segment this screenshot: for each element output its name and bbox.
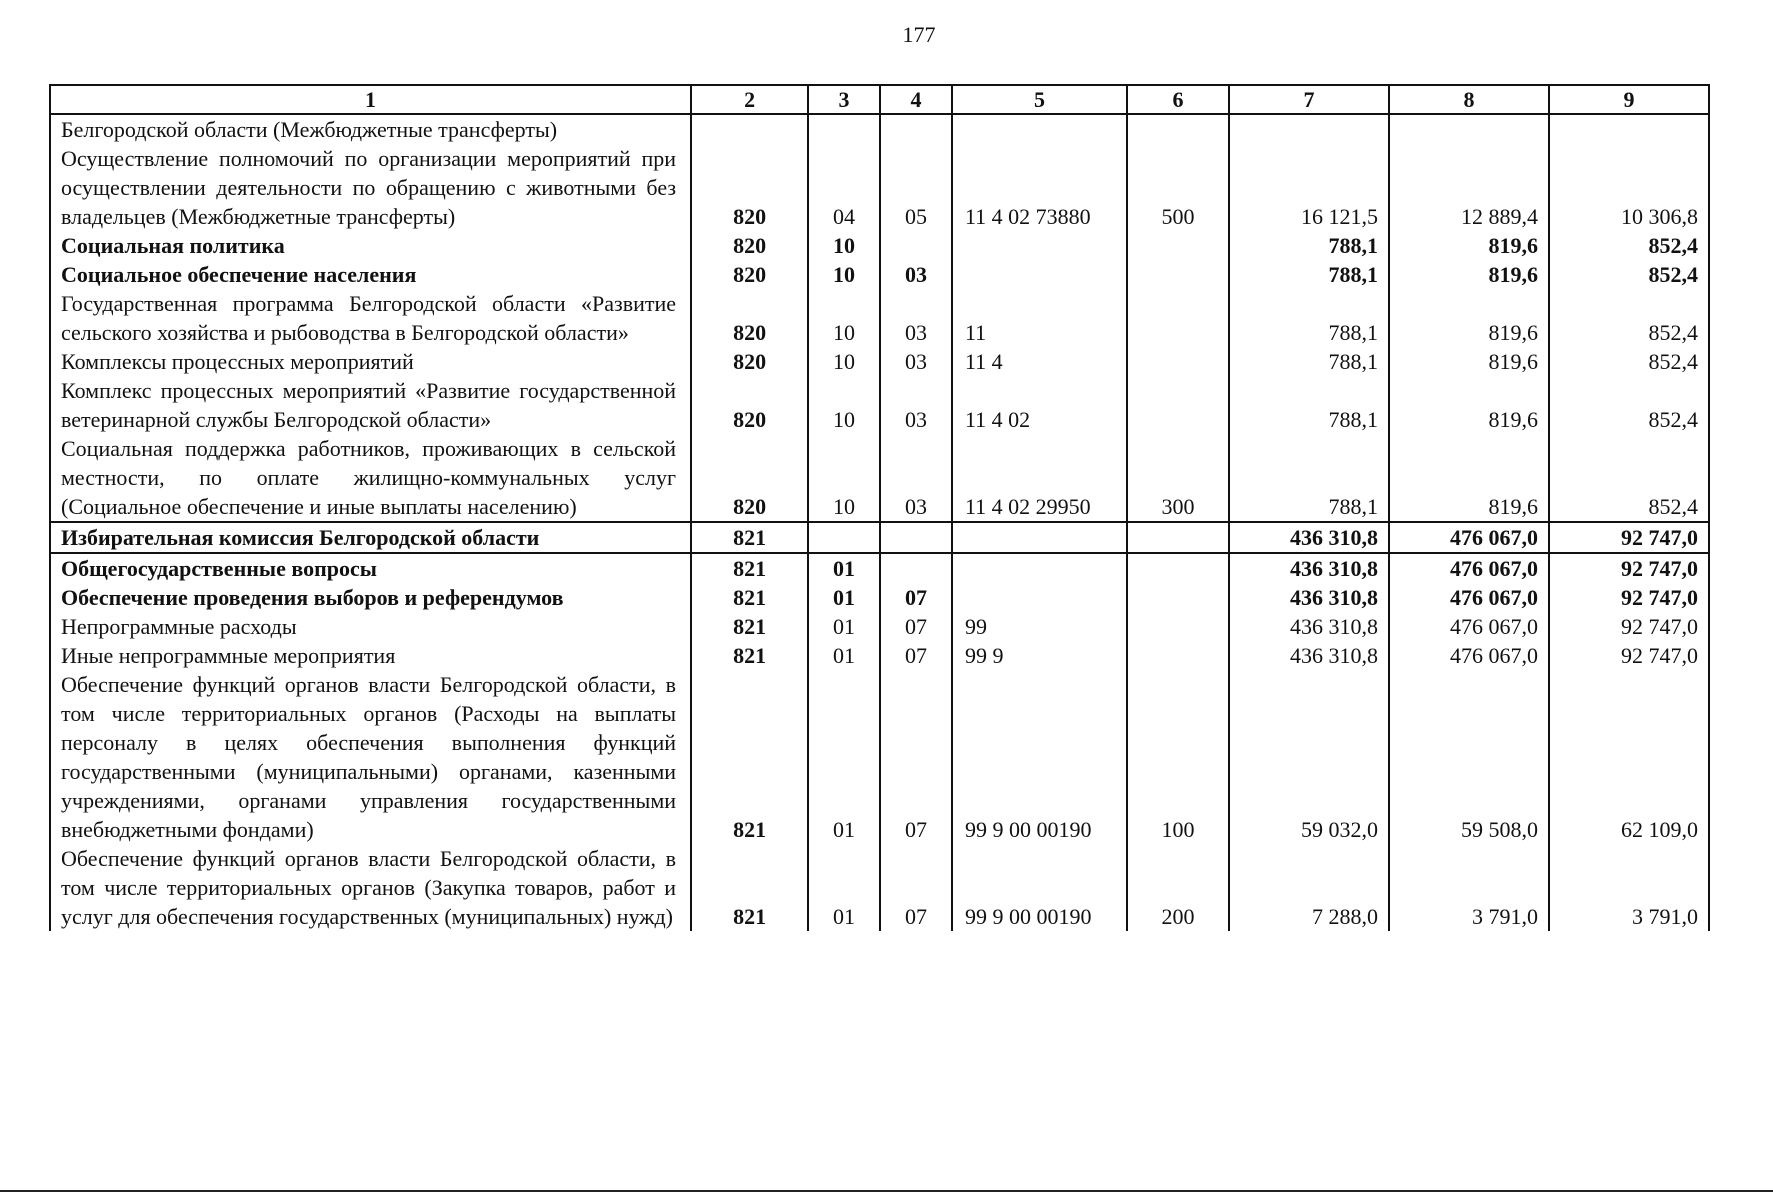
col-5-code xyxy=(952,231,1127,260)
column-header-3: 3 xyxy=(808,85,880,114)
col-3-code xyxy=(808,522,880,553)
row-name: Осуществление полномочий по организации мероприятий при осуществлении деятельности по обращению с животными без владельцев (Межбюджетные трансферты) xyxy=(50,144,691,231)
col-9-value: 92 747,0 xyxy=(1549,553,1709,583)
col-3-code: 10 xyxy=(808,347,880,376)
col-7-value: 436 310,8 xyxy=(1229,583,1389,612)
col-7-value: 7 288,0 xyxy=(1229,844,1389,931)
col-9-value xyxy=(1549,114,1709,144)
page-number: 177 xyxy=(902,22,936,47)
col-5-code xyxy=(952,260,1127,289)
row-name: Социальная поддержка работников, проживающих в сельской местности, по оплате жилищно-коммунальных услуг (Социальное обеспечение и иные выплаты населению) xyxy=(50,434,691,522)
col-4-code: 05 xyxy=(880,144,952,231)
row-name: Комплексы процессных мероприятий xyxy=(50,347,691,376)
col-3-code: 01 xyxy=(808,583,880,612)
col-6-code: 200 xyxy=(1127,844,1229,931)
col-4-code xyxy=(880,231,952,260)
col-6-code: 300 xyxy=(1127,434,1229,522)
table-row xyxy=(50,553,1709,583)
col-6-code: 500 xyxy=(1127,144,1229,231)
table-row xyxy=(50,231,1709,260)
col-7-value xyxy=(1229,114,1389,144)
col-4-code: 07 xyxy=(880,583,952,612)
col-6-code xyxy=(1127,641,1229,670)
col-7-value: 788,1 xyxy=(1229,260,1389,289)
row-name: Обеспечение функций органов власти Белгородской области, в том числе территориальных органов (Расходы на выплаты персоналу в целях обеспечения выполнения функций государственными (муниципальными) органами, казенными учреждениями, органами управления государственными внебюджетными фондами) xyxy=(50,670,691,844)
header-row xyxy=(50,85,1709,114)
col-2-code: 821 xyxy=(691,670,808,844)
col-3-code: 01 xyxy=(808,553,880,583)
col-3-code: 10 xyxy=(808,289,880,347)
col-2-code: 820 xyxy=(691,289,808,347)
col-2-code: 821 xyxy=(691,553,808,583)
budget-table xyxy=(49,84,1710,931)
col-4-code xyxy=(880,522,952,553)
col-8-value: 819,6 xyxy=(1389,231,1549,260)
row-name: Непрограммные расходы xyxy=(50,612,691,641)
col-8-value: 476 067,0 xyxy=(1389,612,1549,641)
col-5-code: 11 4 xyxy=(952,347,1127,376)
col-9-value: 852,4 xyxy=(1549,231,1709,260)
col-7-value: 788,1 xyxy=(1229,376,1389,434)
col-9-value: 92 747,0 xyxy=(1549,641,1709,670)
col-5-code xyxy=(952,114,1127,144)
col-8-value: 476 067,0 xyxy=(1389,641,1549,670)
col-7-value: 436 310,8 xyxy=(1229,612,1389,641)
col-3-code: 01 xyxy=(808,641,880,670)
col-8-value: 12 889,4 xyxy=(1389,144,1549,231)
col-5-code: 11 xyxy=(952,289,1127,347)
col-7-value: 436 310,8 xyxy=(1229,553,1389,583)
column-header-1: 1 xyxy=(50,85,691,114)
col-4-code: 07 xyxy=(880,670,952,844)
row-name: Общегосударственные вопросы xyxy=(50,553,691,583)
col-9-value: 852,4 xyxy=(1549,434,1709,522)
row-name: Государственная программа Белгородской области «Развитие сельского хозяйства и рыбоводства в Белгородской области» xyxy=(50,289,691,347)
col-9-value: 852,4 xyxy=(1549,289,1709,347)
col-5-code: 99 9 xyxy=(952,641,1127,670)
col-2-code: 821 xyxy=(691,612,808,641)
col-5-code: 11 4 02 73880 xyxy=(952,144,1127,231)
col-7-value: 788,1 xyxy=(1229,434,1389,522)
col-8-value xyxy=(1389,114,1549,144)
col-3-code: 10 xyxy=(808,434,880,522)
row-name: Иные непрограммные мероприятия xyxy=(50,641,691,670)
budget-table-container xyxy=(49,84,1710,1104)
table-row xyxy=(50,347,1709,376)
column-header-6: 6 xyxy=(1127,85,1229,114)
col-7-value: 436 310,8 xyxy=(1229,641,1389,670)
col-5-code: 99 9 00 00190 xyxy=(952,844,1127,931)
col-2-code: 821 xyxy=(691,583,808,612)
row-name: Социальное обеспечение населения xyxy=(50,260,691,289)
column-header-4: 4 xyxy=(880,85,952,114)
row-name: Обеспечение функций органов власти Белгородской области, в том числе территориальных органов (Закупка товаров, работ и услуг для обеспечения государственных (муниципальных) нужд) xyxy=(50,844,691,931)
column-header-9: 9 xyxy=(1549,85,1709,114)
col-6-code: 100 xyxy=(1127,670,1229,844)
col-6-code xyxy=(1127,553,1229,583)
col-5-code: 11 4 02 xyxy=(952,376,1127,434)
col-3-code: 01 xyxy=(808,612,880,641)
col-8-value: 59 508,0 xyxy=(1389,670,1549,844)
table-row xyxy=(50,434,1709,522)
col-9-value: 852,4 xyxy=(1549,347,1709,376)
table-row xyxy=(50,612,1709,641)
row-name: Социальная политика xyxy=(50,231,691,260)
row-name: Обеспечение проведения выборов и референдумов xyxy=(50,583,691,612)
col-4-code xyxy=(880,114,952,144)
col-2-code: 821 xyxy=(691,522,808,553)
col-4-code: 03 xyxy=(880,434,952,522)
table-row xyxy=(50,260,1709,289)
col-6-code xyxy=(1127,583,1229,612)
col-9-value: 92 747,0 xyxy=(1549,612,1709,641)
column-header-2: 2 xyxy=(691,85,808,114)
row-name: Избирательная комиссия Белгородской области xyxy=(50,522,691,553)
col-6-code xyxy=(1127,260,1229,289)
col-4-code: 07 xyxy=(880,612,952,641)
col-3-code: 10 xyxy=(808,231,880,260)
col-3-code: 04 xyxy=(808,144,880,231)
col-5-code: 11 4 02 29950 xyxy=(952,434,1127,522)
col-4-code: 03 xyxy=(880,260,952,289)
col-8-value: 819,6 xyxy=(1389,289,1549,347)
col-9-value: 852,4 xyxy=(1549,260,1709,289)
col-3-code xyxy=(808,114,880,144)
table-body xyxy=(50,114,1709,931)
col-5-code: 99 xyxy=(952,612,1127,641)
column-header-8: 8 xyxy=(1389,85,1549,114)
page-bottom-rule xyxy=(0,1190,1773,1192)
col-6-code xyxy=(1127,114,1229,144)
col-5-code: 99 9 00 00190 xyxy=(952,670,1127,844)
col-2-code: 820 xyxy=(691,434,808,522)
col-2-code: 820 xyxy=(691,231,808,260)
col-4-code: 03 xyxy=(880,347,952,376)
col-6-code xyxy=(1127,289,1229,347)
col-8-value: 819,6 xyxy=(1389,260,1549,289)
col-7-value: 59 032,0 xyxy=(1229,670,1389,844)
table-row xyxy=(50,844,1709,931)
col-9-value: 10 306,8 xyxy=(1549,144,1709,231)
column-header-5: 5 xyxy=(952,85,1127,114)
col-3-code: 10 xyxy=(808,260,880,289)
col-2-code: 820 xyxy=(691,144,808,231)
col-9-value: 92 747,0 xyxy=(1549,522,1709,553)
col-4-code: 07 xyxy=(880,641,952,670)
col-5-code xyxy=(952,522,1127,553)
col-7-value: 16 121,5 xyxy=(1229,144,1389,231)
col-7-value: 436 310,8 xyxy=(1229,522,1389,553)
col-2-code: 820 xyxy=(691,347,808,376)
col-8-value: 819,6 xyxy=(1389,347,1549,376)
col-8-value: 3 791,0 xyxy=(1389,844,1549,931)
col-8-value: 819,6 xyxy=(1389,434,1549,522)
col-4-code: 07 xyxy=(880,844,952,931)
row-name: Белгородской области (Межбюджетные трансферты) xyxy=(50,114,691,144)
col-2-code: 821 xyxy=(691,844,808,931)
table-row xyxy=(50,522,1709,553)
table-row xyxy=(50,641,1709,670)
col-4-code: 03 xyxy=(880,376,952,434)
col-2-code: 820 xyxy=(691,260,808,289)
col-2-code: 820 xyxy=(691,376,808,434)
col-6-code xyxy=(1127,522,1229,553)
col-2-code xyxy=(691,114,808,144)
table-row xyxy=(50,583,1709,612)
table-row xyxy=(50,289,1709,347)
col-7-value: 788,1 xyxy=(1229,347,1389,376)
row-name: Комплекс процессных мероприятий «Развитие государственной ветеринарной службы Белгородской области» xyxy=(50,376,691,434)
col-9-value: 92 747,0 xyxy=(1549,583,1709,612)
col-7-value: 788,1 xyxy=(1229,289,1389,347)
table-row xyxy=(50,670,1709,844)
col-6-code xyxy=(1127,231,1229,260)
col-2-code: 821 xyxy=(691,641,808,670)
col-9-value: 3 791,0 xyxy=(1549,844,1709,931)
col-6-code xyxy=(1127,376,1229,434)
col-8-value: 476 067,0 xyxy=(1389,553,1549,583)
column-header-7: 7 xyxy=(1229,85,1389,114)
col-7-value: 788,1 xyxy=(1229,231,1389,260)
col-3-code: 01 xyxy=(808,844,880,931)
col-3-code: 10 xyxy=(808,376,880,434)
table-row xyxy=(50,114,1709,144)
table-row xyxy=(50,144,1709,231)
col-3-code: 01 xyxy=(808,670,880,844)
col-8-value: 819,6 xyxy=(1389,376,1549,434)
col-6-code xyxy=(1127,612,1229,641)
col-4-code: 03 xyxy=(880,289,952,347)
col-9-value: 62 109,0 xyxy=(1549,670,1709,844)
col-8-value: 476 067,0 xyxy=(1389,583,1549,612)
col-9-value: 852,4 xyxy=(1549,376,1709,434)
col-4-code xyxy=(880,553,952,583)
col-8-value: 476 067,0 xyxy=(1389,522,1549,553)
table-row xyxy=(50,376,1709,434)
col-5-code xyxy=(952,553,1127,583)
col-6-code xyxy=(1127,347,1229,376)
col-5-code xyxy=(952,583,1127,612)
